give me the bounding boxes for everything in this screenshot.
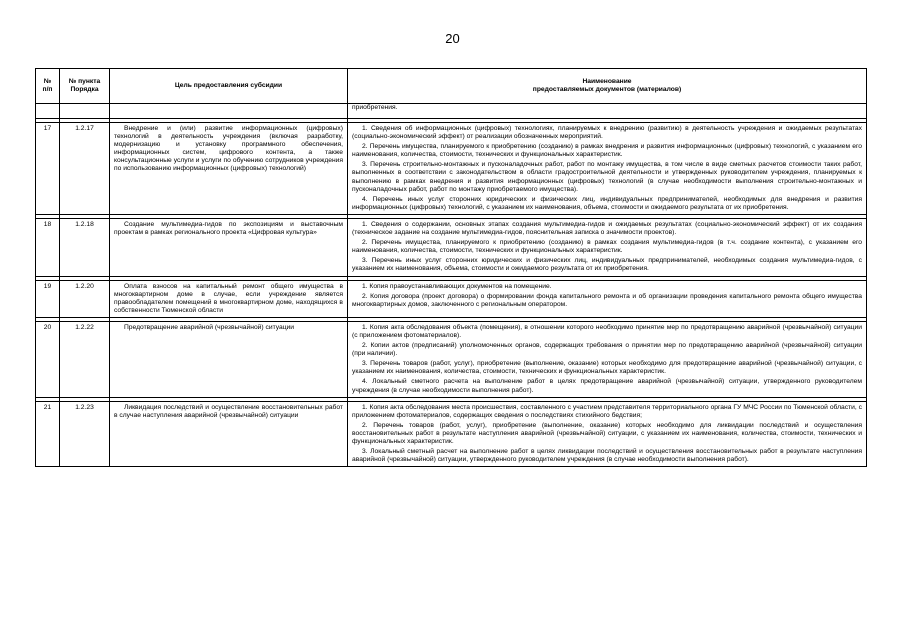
header-purpose: Цель предоставления субсидии (110, 69, 348, 104)
table-row (36, 401, 867, 467)
row-docs (348, 401, 867, 467)
row-purpose: Предотвращение аварийной (чрезвычайной) ситуации (110, 321, 348, 397)
doc-item: 1. Сведения о содержании, основных этапах создания мультимедиа-гидов и ожидаемых результатах (социально-экономический эффект) от их создания (техническое задание на создание мультимедиа-гидов, пояснительная записка о значимости проектов). (352, 220, 862, 237)
row-docs (348, 123, 867, 215)
header-docs-line2: предоставляемых документов (материалов) (532, 86, 682, 93)
row-item: 1.2.17 (60, 123, 110, 215)
doc-item: 4. Перечень иных услуг сторонних юридических и физических лиц, индивидуальных предпринимателей, необходимых для внедрения и развития информационных (цифровых) технологий, с указанием их наименования, объема, стоимости и ожидаемого результата от их приобретения. (352, 195, 862, 211)
doc-item: 3. Перечень товаров (работ, услуг), приобретение (выполнение, оказание) которых необходимо для предотвращение аварийной (чрезвычайной) ситуации, с указанием их наименования, количества, стоимости, технических и функциональных характеристик. (352, 360, 862, 376)
doc-item: 2. Копии актов (предписаний) уполномоченных органов, содержащих требования о принятии мер по предотвращению аварийной (чрезвычайной) ситуации (при наличии). (352, 342, 862, 358)
row-item: 1.2.23 (60, 401, 110, 467)
doc-item: 1. Копия акта обследования места происшествия, составленного с участием представителя территориального органа ГУ МЧС России по Тюменской области, с приложением фотоматериалов, содержащих сведения о последствиях стихийного бедствия; (352, 403, 862, 419)
doc-item: 3. Перечень строительно-монтажных и пусконаладочных работ, работ по монтажу имущества, в том числе в виде сметных расчетов стоимости таких работ, выполненных в соответствии с законодательством в области градостроительной деятельности и утвержденных руководителем учреждения, планируемых к выполнению в рамках внедрения и развития информационных (цифровых) технологий (в случае необходимости выполнения строительно-монтажных и пусконаладочных работ, работ по монтажу приобретаемого имущества). (352, 161, 862, 193)
doc-item: 2. Копия договора (проект договора) о формировании фонда капитального ремонта и об организации проведения капитального ремонта общего имущества многоквартирных домов, заключенного с региональным оператором. (352, 292, 862, 308)
row-item: 1.2.18 (60, 218, 110, 276)
doc-item: 1. Копия правоустанавливающих документов на помещение. (362, 282, 552, 290)
table-row (36, 218, 867, 276)
table-row (36, 123, 867, 215)
row-num: 20 (36, 321, 60, 397)
row-docs (348, 321, 867, 397)
doc-item: 2. Перечень товаров (работ, услуг), приобретение (выполнение, оказание) которых необходимо для ликвидации последствий и осуществления восстановительных работ в результате наступления аварийной (чрезвычайной) ситуации, с указанием их наименования, количества, стоимости, технических и функциональных характеристик. (352, 421, 862, 445)
row-docs (348, 218, 867, 276)
continuation-text: приобретения. (352, 104, 398, 111)
row-num: 19 (36, 280, 60, 317)
row-purpose: Ликвидация последствий и осуществление восстановительных работ в случае наступления аварийной (чрезвычайной) ситуации (110, 401, 348, 467)
row-num: 21 (36, 401, 60, 467)
doc-item: 2. Перечень имущества, планируемого к приобретению (созданию) в рамках создания мультимедиа-гидов (в т.ч. создание контента), с указанием его наименования, количества, стоимости, технических и функциональных характеристик. (352, 239, 862, 255)
page-number: 20 (445, 31, 460, 46)
subsidy-documents-table (35, 68, 867, 467)
table-row (36, 321, 867, 397)
continuation-row (36, 104, 867, 119)
table-header-row (36, 69, 867, 104)
row-item: 1.2.22 (60, 321, 110, 397)
header-docs (348, 69, 867, 104)
header-docs-line1: Наименование (582, 77, 632, 85)
doc-item: 1. Сведения об информационных (цифровых) технологиях, планируемых к внедрению (развитию) в деятельность учреждения и ожидаемых результатах (социально-экономический эффект) от реализации обозначенных мероприятий. (352, 125, 862, 141)
header-item: № пункта Порядка (60, 69, 110, 104)
row-docs (348, 280, 867, 317)
doc-item: 4. Локальный сметного расчета на выполнение работ в целях предотвращение аварийной (чрезвычайной) ситуации, утвержденного руководителем учреждения (в случае необходимости выполнения работ). (352, 378, 862, 394)
row-num: 18 (36, 218, 60, 276)
table-row (36, 280, 867, 317)
doc-item: 1. Копия акта обследования объекта (помещения), в отношении которого необходимо принятие мер по предотвращению аварийной (чрезвычайной) ситуации (с приложением фотоматериалов). (352, 323, 862, 339)
row-purpose: Внедрение и (или) развитие информационных (цифровых) технологий в деятельность учреждения (включая разработку, модернизацию и установку программного обеспечения, информационных систем, цифрового контента, а также консультационные услуги и услуги по обучению сотрудников учреждения по использованию информационных (цифровых) технологий) (110, 123, 348, 215)
doc-item: 3. Локальный сметный расчет на выполнение работ в целях ликвидации последствий и осуществления восстановительных работ в результате наступления аварийной (чрезвычайной) ситуации, утвержденного руководителем учреждения (в случае необходимости выполнения работ). (352, 448, 862, 464)
row-purpose: Создание мультимедиа-гидов по экспозициям и выставочным проектам в рамках регионального проекта «Цифровая культура» (110, 218, 348, 276)
doc-item: 2. Перечень имущества, планируемого к приобретению (созданию) в рамках внедрения и развития информационных (цифровых) технологий, с указанием его наименования, количества, стоимости, технических и функциональных характеристик. (352, 143, 862, 159)
row-item: 1.2.20 (60, 280, 110, 317)
header-num: № п/п (36, 69, 60, 104)
row-purpose: Оплата взносов на капитальный ремонт общего имущества в многоквартирном доме в случае, если учреждение является правообладателем помещений в многоквартирном доме, находящихся в собственности Тюменской области (110, 280, 348, 317)
row-num: 17 (36, 123, 60, 215)
doc-item: 3. Перечень иных услуг сторонних юридических и физических лиц, индивидуальных предпринимателей, необходимых создания мультимедиа-гидов, с указанием их наименования, объема, стоимости и ожидаемого результата от их приобретения. (352, 257, 862, 273)
